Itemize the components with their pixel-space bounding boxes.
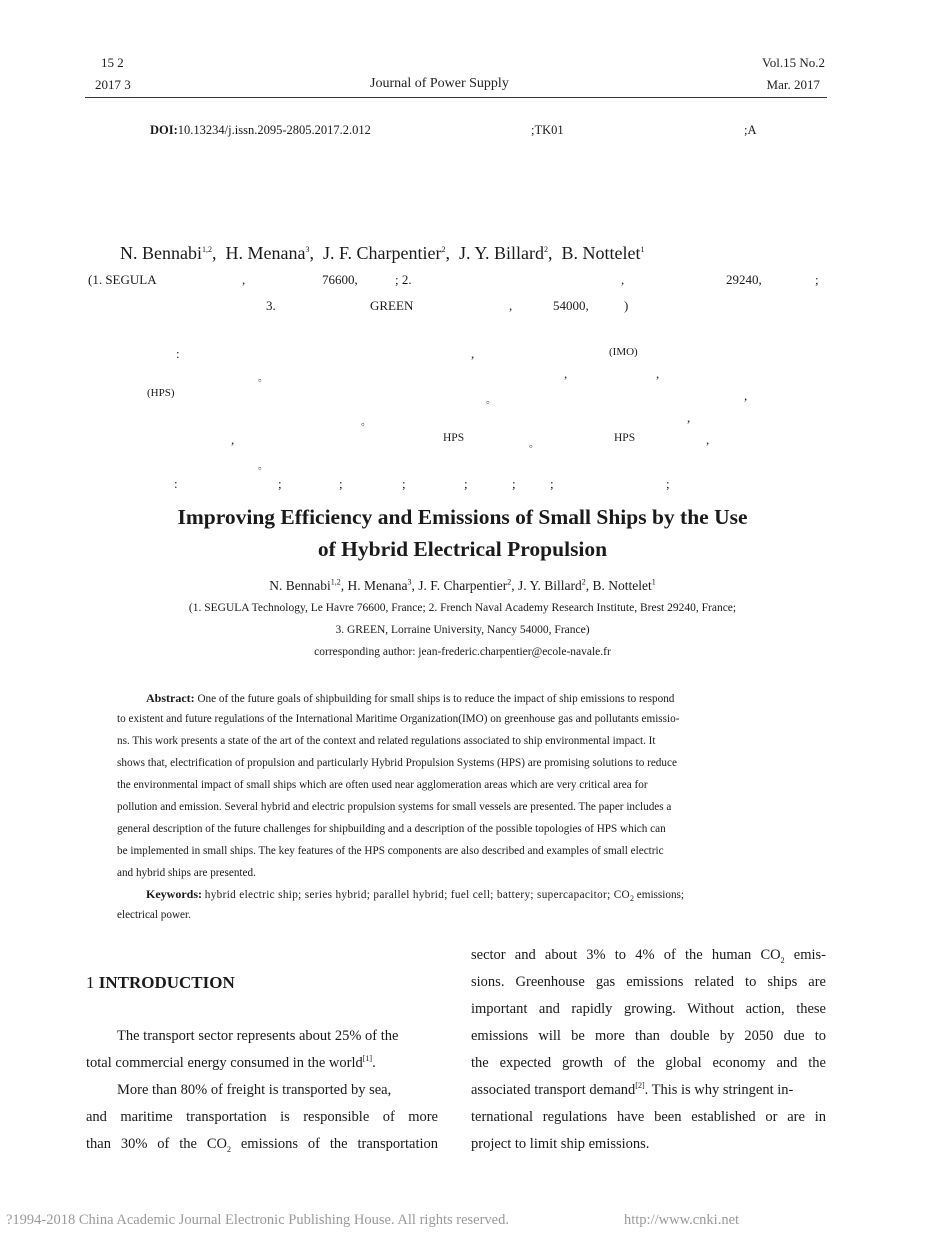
abstract-line-1: Abstract: One of the future goals of shipbuilding for small ships is to reduce the impact of ship emissions to respond: [146, 691, 675, 705]
abstract-line: general description of the future challenges for shipbuilding and a description of the possible topologies of HPS which can: [117, 823, 666, 835]
cn-abstract-frag: ,: [564, 366, 568, 381]
cn-affil-2d: 54000,: [553, 298, 589, 313]
cn-affil-1g: ;: [815, 272, 819, 287]
section-heading: [86, 973, 235, 993]
body-line: emissions will be more than double by 2050 due to: [471, 1028, 826, 1044]
abstract-line: pollution and emission. Several hybrid and electric propulsion systems for small vessels are presented. The paper includes a: [117, 801, 672, 813]
section-title: INTRODUCTION: [98, 973, 235, 992]
corresponding-author[interactable]: corresponding author: jean-frederic.charpentier@ecole-navale.fr: [314, 646, 611, 658]
abstract-line: shows that, electrification of propulsion and particularly Hybrid Propulsion Systems (HPS) are promising solutions to reduce: [117, 757, 677, 769]
cn-abstract-frag: 。: [486, 395, 496, 406]
cn-abstract-frag: HPS: [614, 432, 636, 444]
cn-affil-1e: ,: [621, 272, 625, 287]
abstract-line: be implemented in small ships. The key features of the HPS components are also described and examples of small electric: [117, 845, 664, 857]
cn-abstract-frag: (IMO): [609, 346, 638, 358]
body-line: important and rapidly growing. Without action, these: [471, 1001, 826, 1017]
body-line: More than 80% of freight is transported by sea,: [117, 1082, 392, 1098]
body-line: project to limit ship emissions.: [471, 1136, 650, 1152]
en-affiliation-line1: (1. SEGULA Technology, Le Havre 76600, France; 2. French Naval Academy Research Institute, Brest 29240, France;: [188, 602, 737, 614]
document-code: ;A: [744, 123, 757, 137]
doi-line: DOI:10.13234/j.issn.2095-2805.2017.2.012: [150, 123, 371, 137]
cn-affil-1b: ,: [242, 272, 246, 287]
cn-abstract-frag: 。: [258, 373, 268, 384]
cn-keyword-sep: ;: [512, 476, 516, 491]
abstract-line: to existent and future regulations of the International Maritime Organization(IMO) on greenhouse gas and pollutants emissio-: [117, 713, 680, 725]
journal-name: Journal of Power Supply: [370, 76, 509, 91]
keywords-label: Keywords:: [146, 887, 202, 901]
abstract-line: ns. This work presents a state of the art of the context and related regulations associated to ship environmental impact. It: [117, 735, 656, 747]
body-line: sector and about 3% to 4% of the human $CO_2$ emis-: [471, 947, 827, 965]
cn-affil-1d: ; 2.: [395, 272, 412, 287]
cn-keyword-sep: ;: [550, 476, 554, 491]
paper-title-line2: of Hybrid Electrical Propulsion: [317, 537, 608, 561]
body-line: and maritime transportation is responsible of more: [86, 1109, 438, 1125]
doi-value[interactable]: 10.13234/j.issn.2095-2805.2017.2.012: [177, 123, 371, 137]
cn-abstract-frag: ,: [471, 346, 475, 361]
cn-affil-2c: ,: [509, 298, 513, 313]
cn-keyword-sep: ;: [666, 476, 670, 491]
cn-abstract-frag: ,: [706, 432, 710, 447]
cn-keyword-sep: ;: [402, 476, 406, 491]
body-line: The transport sector represents about 25% of the: [117, 1028, 399, 1044]
paper-title-line1: Improving Efficiency and Emissions of Small Ships by the Use: [177, 505, 748, 529]
header-date-cn: 2017 3: [95, 77, 131, 92]
cn-keyword-sep: ;: [339, 476, 343, 491]
body-line: sions. Greenhouse gas emissions related to ships are: [471, 974, 826, 990]
keywords-line-1: Keywords: hybrid electric ship; series hybrid; parallel hybrid; fuel cell; battery; supercapacitor; $CO_2$ emissions;: [146, 887, 685, 904]
header-date: Mar. 2017: [766, 77, 820, 92]
abstract-line: the environmental impact of small ships which are often used near agglomeration areas which are very critical area for: [117, 779, 648, 791]
cn-abstract-frag: 。: [529, 439, 539, 450]
cn-affil-2e: ): [624, 298, 629, 313]
footer-url[interactable]: http://www.cnki.net: [624, 1212, 740, 1228]
abstract-line: and hybrid ships are presented.: [117, 867, 256, 879]
cn-affil-1a: (1. SEGULA: [88, 272, 157, 287]
citation-ref[interactable]: [2]: [635, 1081, 645, 1091]
cn-keyword-sep: ;: [278, 476, 282, 491]
cn-keyword-sep: :: [174, 476, 178, 491]
clc-number: ;TK01: [531, 123, 564, 137]
cn-abstract-frag: 。: [361, 417, 371, 428]
cn-abstract-frag: ,: [687, 410, 691, 425]
cn-abstract-frag: :: [176, 346, 180, 361]
header-volume: Vol.15 No.2: [762, 55, 825, 70]
abstract-label: Abstract:: [146, 691, 195, 705]
citation-ref[interactable]: [1]: [362, 1054, 373, 1064]
cn-affil-1f: 29240,: [726, 272, 762, 287]
cn-abstract-frag: (HPS): [147, 387, 175, 399]
body-line: than 30% of the $CO_2$ emissions of the transportation: [86, 1136, 439, 1154]
footer-copyright: ?1994-2018 China Academic Journal Electronic Publishing House. All rights reserved.: [6, 1212, 509, 1228]
cn-abstract-frag: ,: [744, 388, 748, 403]
section-number: 1: [86, 973, 95, 992]
body-line: ternational regulations have been established or are in: [471, 1109, 826, 1125]
cn-abstract-frag: HPS: [443, 432, 465, 444]
cn-keyword-sep: ;: [464, 476, 468, 491]
cn-author-list: N. Bennabi$^{1,2}$, H. Menana$^3$, J. F. Charpentier$^2$, J. Y. Billard$^2$, B. Nottelet$^1$: [120, 243, 645, 263]
header-rule: [85, 97, 827, 98]
en-affiliation-line2: 3. GREEN, Lorraine University, Nancy 54000, France): [335, 624, 590, 636]
cn-abstract-frag: ,: [231, 432, 235, 447]
cn-abstract-frag: 。: [258, 461, 268, 472]
cn-abstract-frag: ,: [656, 366, 660, 381]
body-line: associated transport demand[2]. This is why stringent in-: [471, 1081, 794, 1098]
keywords-line-2: electrical power.: [117, 909, 191, 921]
doi-label: DOI: [150, 123, 174, 137]
cn-affil-2b: GREEN: [370, 298, 414, 313]
body-line: total commercial energy consumed in the world[1].: [86, 1054, 376, 1071]
header-volume-cn: 15 2: [101, 55, 124, 70]
body-line: the expected growth of the global economy and the: [471, 1055, 826, 1071]
cn-affil-2a: 3.: [266, 298, 276, 313]
en-author-list: N. Bennabi$^{1,2}$, H. Menana$^3$, J. F. Charpentier$^2$, J. Y. Billard$^2$, B. Nottelet$^1$: [269, 577, 656, 593]
cn-affil-1c: 76600,: [322, 272, 358, 287]
